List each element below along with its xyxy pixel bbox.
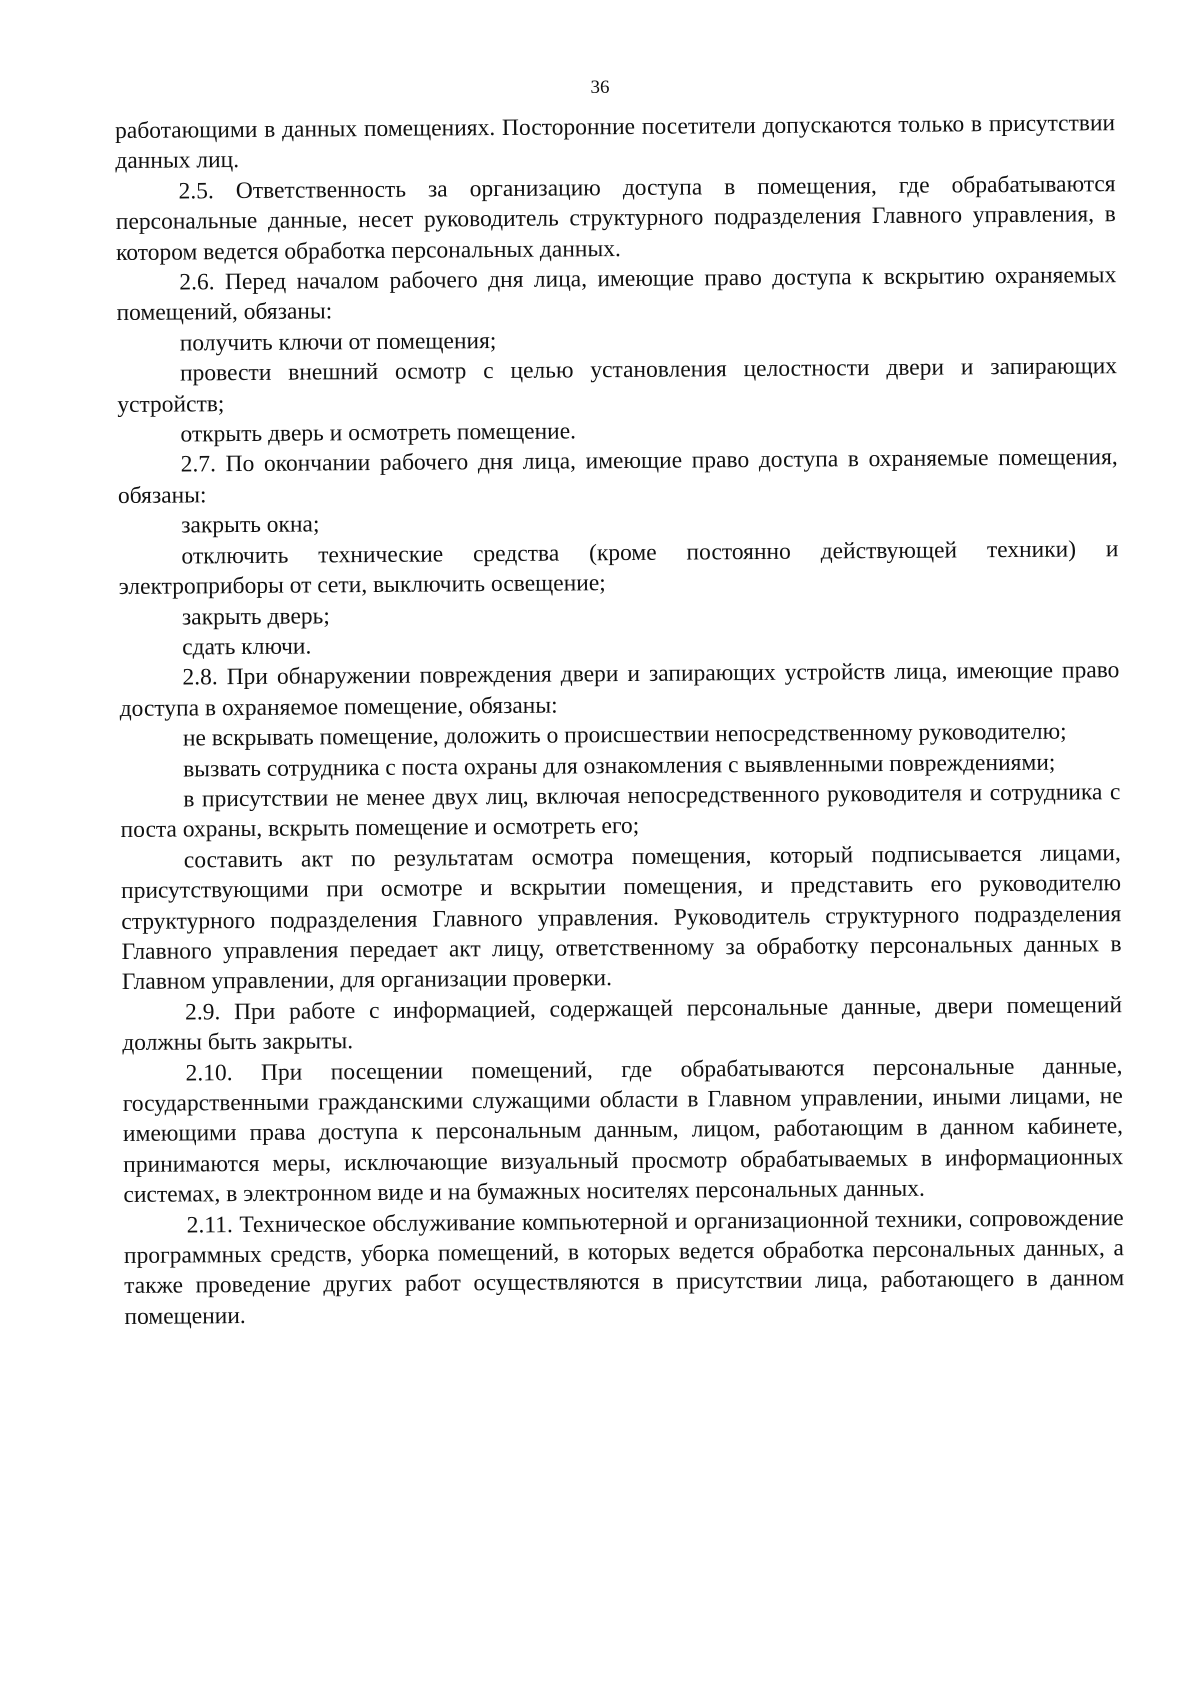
list-item-disconnect-equipment: отключить технические средства (кроме постоянно действующей техники) и электроприборы от сети, выключить освещение; [118, 535, 1119, 601]
list-item-open-door: открыть дверь и осмотреть помещение. [180, 418, 577, 448]
paragraph-2-9: 2.9. При работе с информацией, содержащей персональные данные, двери помещений должны быть закрыты. [122, 991, 1123, 1057]
list-item-return-keys: сдать ключи. [182, 633, 312, 661]
document-body [115, 108, 1125, 1332]
paragraph-2-8: 2.8. При обнаружении повреждения двери и запирающих устройств лица, имеющие право доступа в охраняемое помещение, обязаны: [119, 657, 1120, 722]
list-item-do-not-open: не вскрывать помещение, доложить о происшествии непосредственному руководителю; [182, 718, 1067, 752]
paragraph-2-5: 2.5. Ответственность за организацию доступа в помещения, где обрабатываются персональные данные, несет руководитель структурного подразделения Главного управления, в котором ведется обработка персональных данных. [115, 170, 1116, 266]
list-item-open-with-witnesses: в присутствии не менее двух лиц, включая непосредственного руководителя и сотрудника с поста охраны, вскрыть помещение и осмотреть его; [120, 779, 1121, 844]
list-item-close-windows: закрыть окна; [181, 511, 320, 539]
list-item-close-door: закрыть дверь; [181, 602, 330, 630]
paragraph-2-11: 2.11. Техническое обслуживание компьютерной и организационной техники, сопровождение программных средств, уборка помещений, в которых ведется обработка персональных данных, а также проведение других работ осуществляются в присутствии лица, работающего в данном помещении. [123, 1204, 1125, 1330]
page-number: 36 [590, 77, 610, 98]
paragraph-2-7: 2.7. По окончании рабочего дня лица, имеющие право доступа в охраняемые помещения, обязаны: [117, 444, 1118, 509]
list-item-external-inspection: провести внешний осмотр с целью установления целостности двери и запирающих устройств; [117, 353, 1118, 418]
paragraph-continuation: работающими в данных помещениях. Посторонние посетители допускаются только в присутствии данных лиц. [115, 110, 1116, 175]
paragraph-2-10: 2.10. При посещении помещений, где обрабатываются персональные данные, государственными гражданскими служащими области в Главном управлении, иными лицами, не имеющими права доступа к персональным данным, лицом, работающим в данном кабинете, принимаются меры, исключающие визуальный просмотр обрабатываемых в информационных системах, в электронном виде и на бумажных носителях персональных данных. [122, 1052, 1124, 1209]
list-item-call-security: вызвать сотрудника с поста охраны для ознакомления с выявленными повреждениями; [183, 749, 1056, 783]
paragraph-2-6: 2.6. Перед началом рабочего дня лица, имеющие право доступа к вскрытию охраняемых помещений, обязаны: [116, 262, 1117, 327]
list-item-get-keys: получить ключи от помещения; [179, 327, 497, 357]
list-item-draw-up-act: составить акт по результатам осмотра помещения, который подписывается лицами, присутствующими при осмотре и вскрытии помещения, и представить его руководителю структурного подразделения Главного управления. Руководитель структурного подразделения Главного управления передает акт лицу, ответственному за обработку персональных данных в Главном управлении, для организации проверки. [120, 839, 1122, 996]
